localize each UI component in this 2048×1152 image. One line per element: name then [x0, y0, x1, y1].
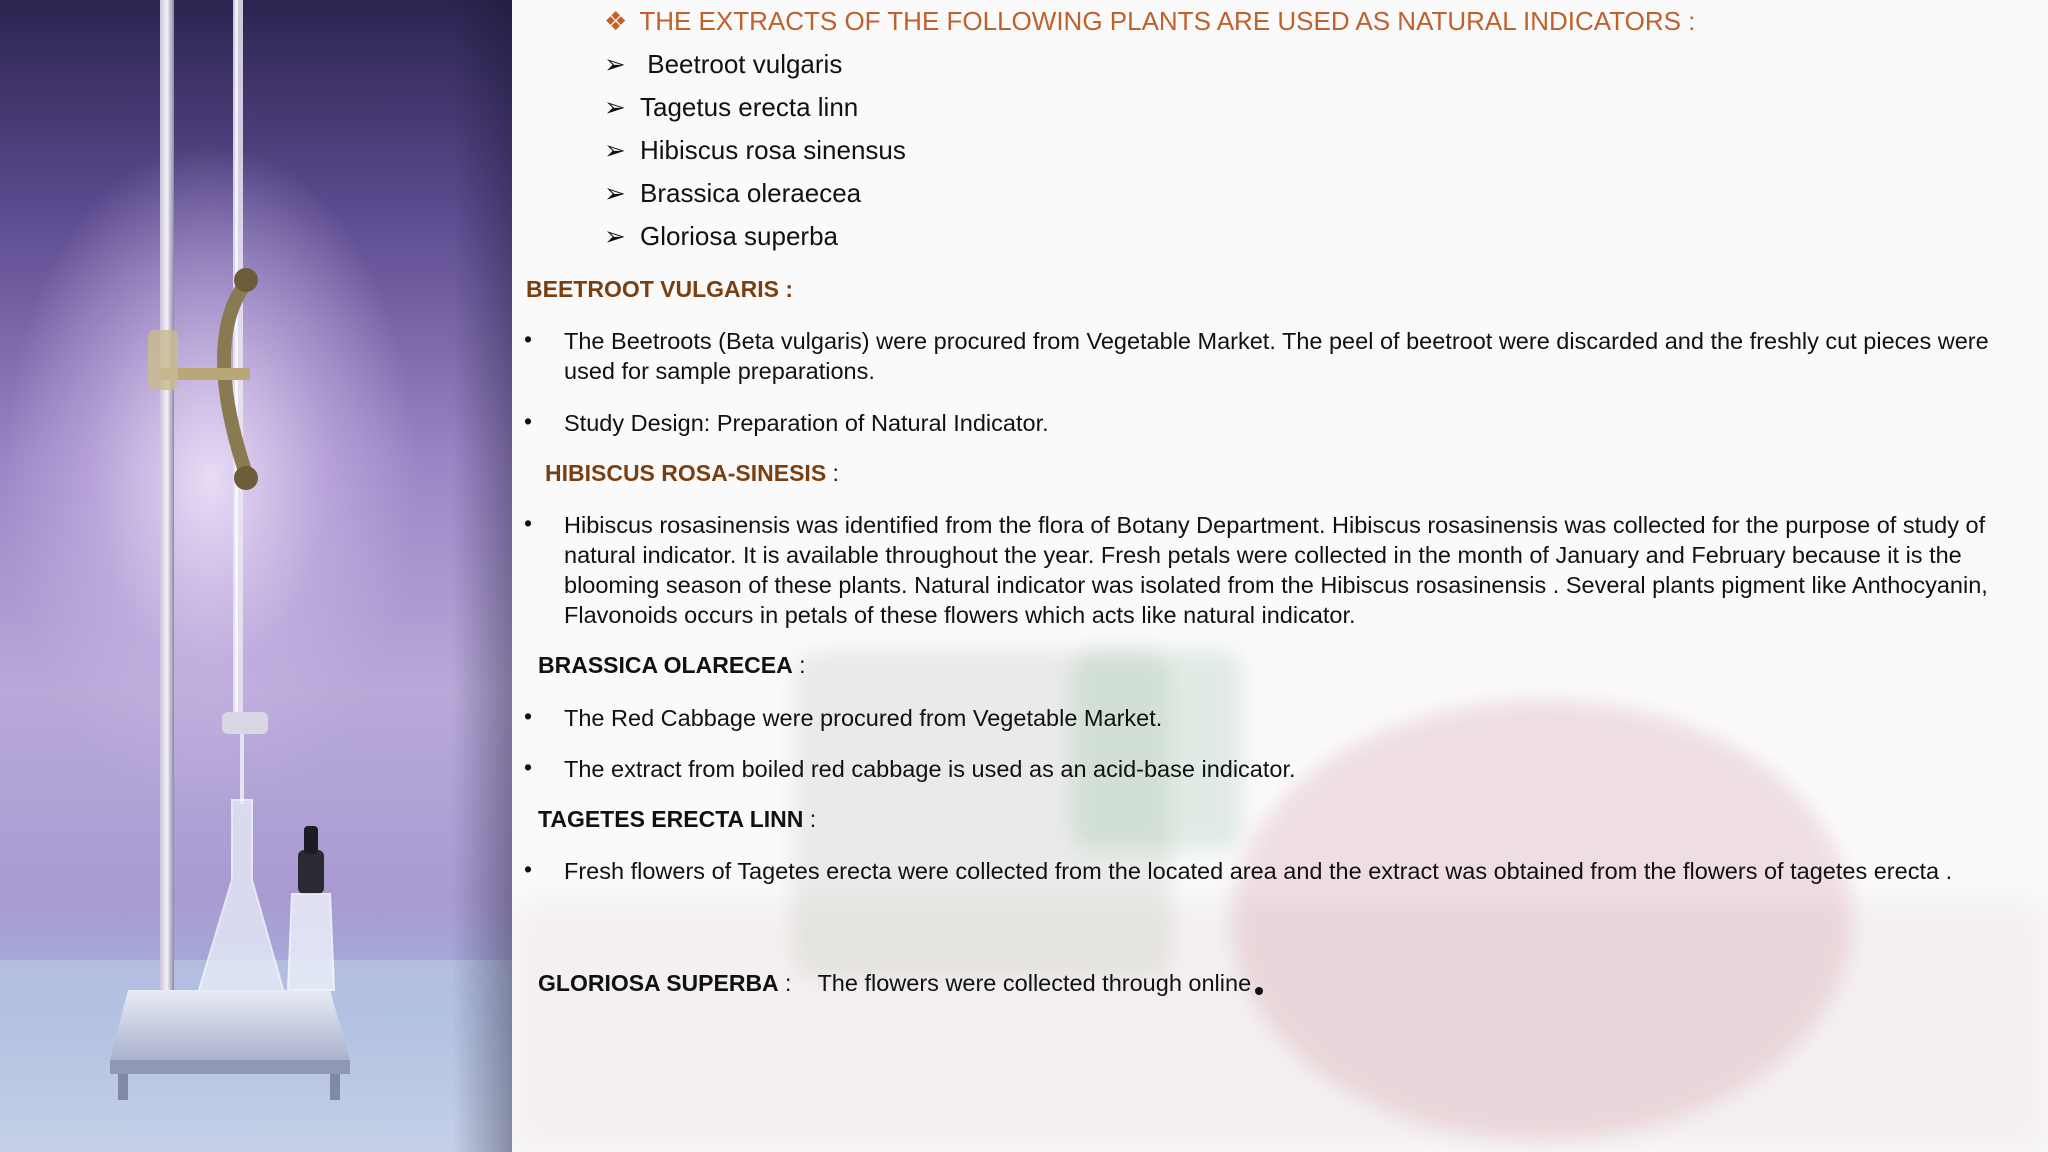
section-heading-text: HIBISCUS ROSA-SINESIS: [545, 460, 827, 486]
bullet-icon: •: [524, 703, 533, 729]
arrow-bullet-icon: ➢: [604, 49, 626, 79]
plant-name: Beetroot vulgaris: [640, 49, 843, 79]
tagetes-paragraph: Fresh flowers of Tagetes erecta were collected from the located area and the extract was obtained from the flowers of tagetes erecta .: [564, 858, 1953, 884]
bullet-icon: •: [524, 408, 533, 434]
gloriosa-text: The flowers were collected through online: [817, 970, 1252, 996]
plant-list-item: [604, 178, 861, 209]
section-heading-brassica: [538, 652, 806, 679]
heading-colon: :: [826, 460, 839, 486]
section-heading-text: GLORIOSA SUPERBA: [538, 970, 779, 996]
section-heading-tagetes: [538, 806, 816, 833]
arrow-bullet-icon: ➢: [604, 135, 626, 165]
diamond-bullet-icon: ❖: [604, 6, 628, 36]
brassica-paragraph: The extract from boiled red cabbage is used as an acid-base indicator.: [564, 756, 1296, 782]
brassica-paragraph: The Red Cabbage were procured from Vegetable Market.: [564, 705, 1163, 731]
slide-content: [512, 0, 2048, 1152]
plant-list-item: [604, 49, 842, 80]
slide-title-text: THE EXTRACTS OF THE FOLLOWING PLANTS ARE USED AS NATURAL INDICATORS :: [639, 6, 1696, 36]
bullet-icon: •: [524, 510, 533, 536]
plant-name: Tagetus erecta linn: [640, 92, 859, 122]
bullet-icon: •: [524, 754, 533, 780]
titration-stand-photo: [0, 0, 512, 1152]
arrow-bullet-icon: ➢: [604, 221, 626, 251]
heading-colon: :: [803, 806, 817, 832]
bullet-icon: •: [524, 326, 533, 352]
section-heading-text: TAGETES ERECTA LINN: [538, 806, 804, 832]
bullet-icon: •: [524, 856, 533, 882]
section-heading-text: BRASSICA OLARECEA: [538, 652, 793, 678]
plant-name: Hibiscus rosa sinensus: [640, 135, 906, 165]
plant-list-item: [604, 221, 838, 252]
background-watermark: [1072, 650, 1242, 850]
plant-name: Gloriosa superba: [640, 221, 838, 251]
section-gloriosa: [538, 970, 1263, 997]
hibiscus-paragraph: Hibiscus rosasinensis was identified from the flora of Botany Department. Hibiscus rosasinensis was collected for the purpose of study of natural indicator. It is available throughout the year. Fresh petals were collected in the month of January and February because it is the blooming season of these plants. Natural indicator was isolated from the Hibiscus rosasinensis . Several plants pigment like Anthocyanin, Flavonoids occurs in petals of these flowers which acts like natural indicator.: [564, 512, 1988, 628]
beetroot-paragraph: The Beetroots (Beta vulgaris) were procured from Vegetable Market. The peel of beetroot were discarded and the freshly cut pieces were used for sample preparations.: [564, 328, 1989, 384]
titration-stand-illustration: [0, 0, 512, 1152]
section-heading-hibiscus: [545, 460, 839, 487]
end-dot: [1255, 987, 1263, 995]
slide-title: [604, 6, 1695, 37]
plant-name: Brassica oleraecea: [640, 178, 862, 208]
beetroot-study-design: Study Design: Preparation of Natural Indicator.: [564, 410, 1049, 436]
section-heading-beetroot: BEETROOT VULGARIS :: [526, 276, 794, 302]
arrow-bullet-icon: ➢: [604, 92, 626, 122]
arrow-bullet-icon: ➢: [604, 178, 626, 208]
heading-colon: :: [778, 970, 792, 996]
plant-list-item: [604, 92, 858, 123]
plant-list-item: [604, 135, 906, 166]
heading-colon: :: [792, 652, 806, 678]
